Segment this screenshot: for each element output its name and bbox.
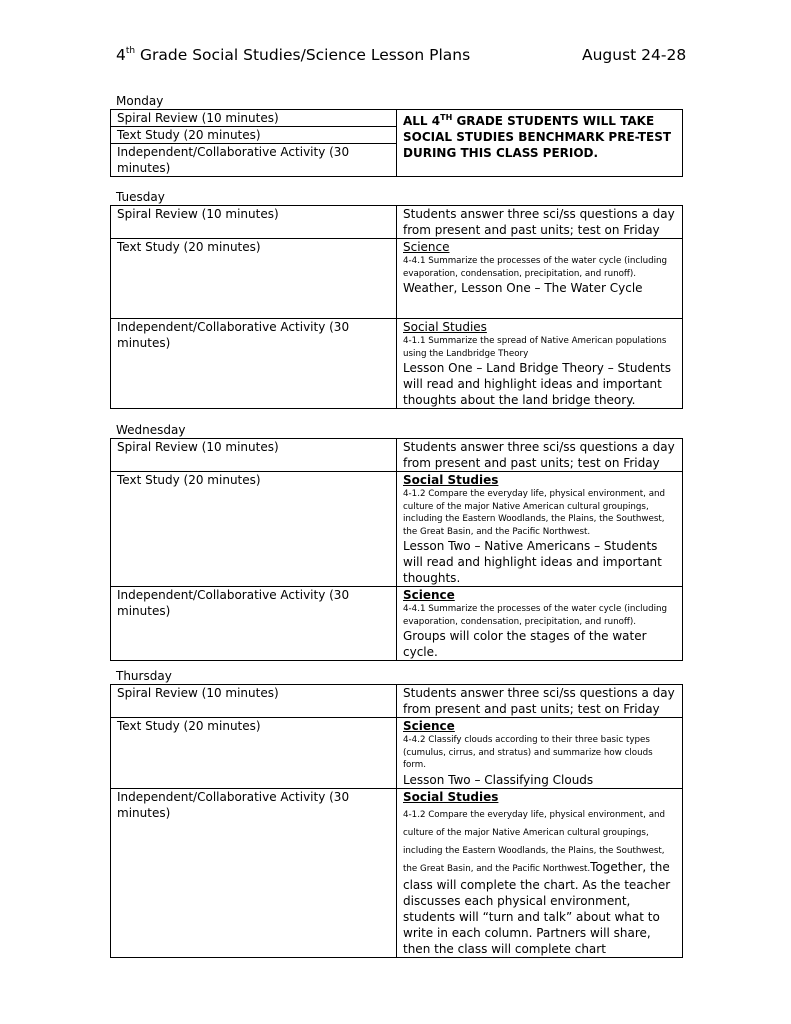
- table-row: [111, 439, 683, 472]
- standard-text: 4-4.1 Summarize the processes of the water cycle (including evaporation, condensation, precipitation, and runoff).: [403, 256, 668, 279]
- table-row: [111, 587, 683, 661]
- subject-heading: Social Studies: [403, 320, 487, 334]
- thursday-table: [110, 684, 683, 958]
- table-row: [111, 685, 683, 718]
- standard-text: 4-4.1 Summarize the processes of the water cycle (including evaporation, condensation, precipitation, and runoff).: [403, 604, 668, 627]
- lesson-text: Lesson Two – Native Americans – Students will read and highlight ideas and important thoughts.: [403, 539, 662, 585]
- grade-superscript: th: [125, 45, 136, 56]
- monday-table: [110, 109, 683, 177]
- standard-and-lesson: [403, 806, 670, 956]
- row-label-independent: Independent/Collaborative Activity (30 minutes): [111, 788, 397, 957]
- independent-cell: [397, 788, 683, 957]
- subject-heading: Science: [403, 719, 455, 733]
- lesson-text: Together, the class will complete the chart. As the teacher discusses each physical environment, students will “turn and talk” about what to write in each column. Partners will share, then the class will complete chart: [403, 859, 671, 956]
- standard-text: 4-4.2 Classify clouds according to their three basic types (cumulus, cirrus, and stratus) and summarize how clouds form.: [403, 735, 653, 770]
- table-row: [111, 472, 683, 587]
- row-label-independent: Independent/Collaborative Activity (30 minutes): [111, 587, 397, 661]
- independent-cell: [397, 587, 683, 661]
- spiral-description: Students answer three sci/ss questions a day from present and past units; test on Friday: [397, 685, 683, 718]
- benchmark-notice: [397, 110, 683, 177]
- notice-line-2: SOCIAL STUDIES BENCHMARK PRE-TEST: [403, 130, 672, 144]
- table-row: [111, 206, 683, 239]
- notice-line-3: DURING THIS CLASS PERIOD.: [403, 146, 599, 160]
- notice-line-1a: ALL 4: [403, 114, 441, 128]
- page-title: [116, 46, 470, 64]
- row-label-spiral: Spiral Review (10 minutes): [111, 439, 397, 472]
- independent-cell: [397, 319, 683, 409]
- lesson-text: Lesson One – Land Bridge Theory – Students will read and highlight ideas and important thoughts about the land bridge theory.: [403, 361, 672, 407]
- table-row: [111, 788, 683, 957]
- spiral-description: Students answer three sci/ss questions a day from present and past units; test on Friday: [397, 439, 683, 472]
- row-label-text-study: Text Study (20 minutes): [111, 127, 397, 144]
- day-label-tuesday: Tuesday: [116, 190, 165, 204]
- row-label-spiral: Spiral Review (10 minutes): [111, 685, 397, 718]
- row-label-text-study: Text Study (20 minutes): [111, 472, 397, 587]
- text-study-cell: [397, 239, 683, 319]
- wednesday-table: [110, 438, 683, 661]
- text-study-cell: [397, 718, 683, 789]
- date-range: August 24-28: [582, 46, 687, 64]
- table-row: [111, 319, 683, 409]
- subject-heading: Science: [403, 588, 455, 602]
- notice-line-1b: GRADE STUDENTS WILL TAKE: [452, 114, 655, 128]
- table-row: [111, 718, 683, 789]
- title-text: Grade Social Studies/Science Lesson Plans: [135, 46, 471, 64]
- subject-heading: Social Studies: [403, 473, 499, 487]
- notice-sup: TH: [440, 113, 453, 122]
- row-label-text-study: Text Study (20 minutes): [111, 718, 397, 789]
- row-label-text-study: Text Study (20 minutes): [111, 239, 397, 319]
- subject-heading: Science: [403, 240, 450, 254]
- table-row: [111, 239, 683, 319]
- table-row: [111, 110, 683, 127]
- spiral-description: Students answer three sci/ss questions a day from present and past units; test on Friday: [397, 206, 683, 239]
- standard-text: 4-1.2 Compare the everyday life, physical environment, and culture of the major Native American cultural groupings, including the Eastern Woodlands, the Plains, the Southwest, the Great Basin, and the Pacific Northwest.: [403, 489, 666, 537]
- lesson-text: Groups will color the stages of the water cycle.: [403, 629, 647, 659]
- day-label-thursday: Thursday: [116, 669, 172, 683]
- subject-heading: Social Studies: [403, 789, 499, 804]
- row-label-spiral: Spiral Review (10 minutes): [111, 110, 397, 127]
- day-label-monday: Monday: [116, 94, 164, 108]
- lesson-text: Weather, Lesson One – The Water Cycle: [403, 281, 643, 295]
- row-label-spiral: Spiral Review (10 minutes): [111, 206, 397, 239]
- tuesday-table: [110, 205, 683, 409]
- standard-text: 4-1.1 Summarize the spread of Native American populations using the Landbridge Theory: [403, 336, 667, 359]
- row-label-independent: Independent/Collaborative Activity (30 minutes): [111, 319, 397, 409]
- day-label-wednesday: Wednesday: [116, 423, 186, 437]
- row-label-independent: Independent/Collaborative Activity (30 minutes): [111, 144, 397, 177]
- lesson-text: Lesson Two – Classifying Clouds: [403, 772, 594, 787]
- grade-number: 4: [116, 46, 126, 64]
- text-study-cell: [397, 472, 683, 587]
- standard-text: 4-1.2 Compare the everyday life, physical environment, and culture of the major Native American cultural groupings, including the Eastern Woodlands, the Plains, the Southwest, the Great Basin, and the Pacific Northwest.: [403, 809, 666, 874]
